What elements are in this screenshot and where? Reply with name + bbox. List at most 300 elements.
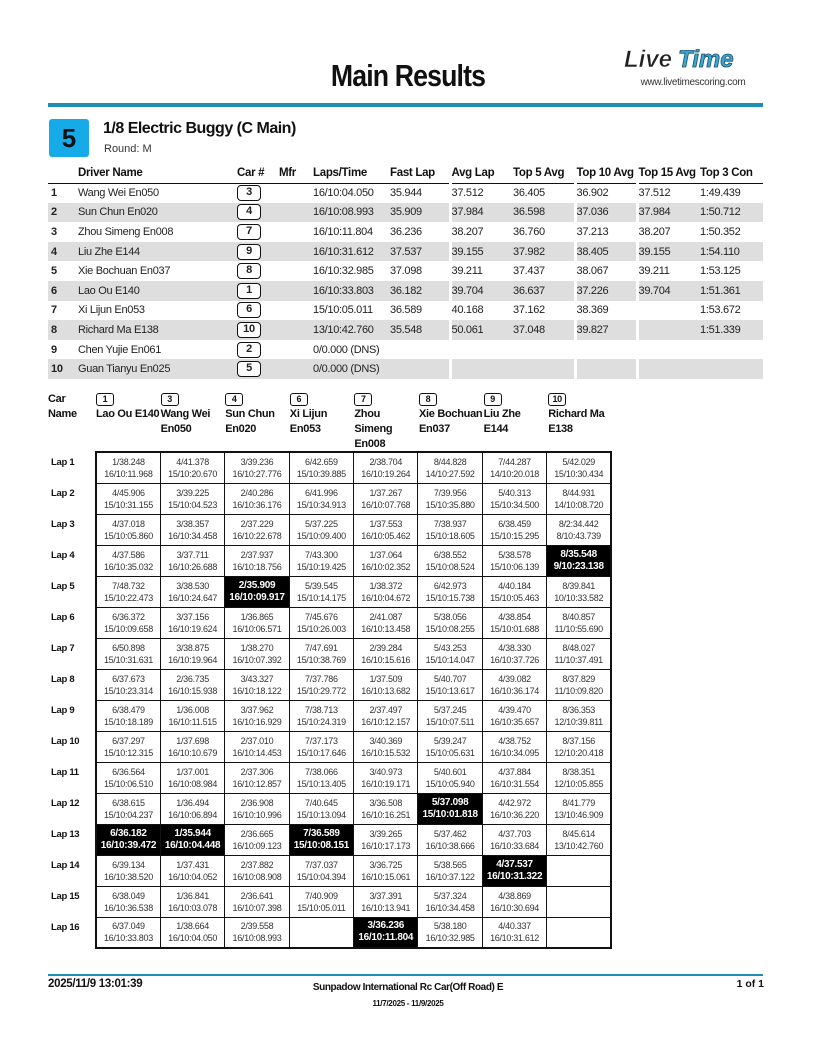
- cell-top5: 36.637: [513, 281, 575, 301]
- lap-cell: [160, 917, 224, 948]
- lap-position-time: 1/37.431: [176, 859, 209, 870]
- lap-position-time: 6/39.134: [112, 859, 145, 870]
- lap-cumulative-time: 16/10:07.392: [232, 654, 282, 665]
- lap-cell: [225, 607, 289, 638]
- cell-avg-lap: 50.061: [450, 320, 513, 340]
- lap-cell: [418, 731, 482, 762]
- car-number-badge: 6: [237, 302, 261, 318]
- cell-top10: [575, 340, 637, 360]
- car-number-badge: 5: [237, 361, 261, 377]
- cell-fast-lap: 36.236: [390, 225, 422, 238]
- lap-position-time: 7/38.937: [433, 518, 467, 529]
- car-number-badge: 7: [237, 224, 261, 240]
- cell-pos: 6: [48, 281, 78, 301]
- driver-name: Lao Ou E140: [96, 408, 160, 420]
- lap-cumulative-time: 16/10:31.554: [490, 778, 540, 789]
- car-number-badge: 3: [161, 393, 179, 406]
- lap-cell: [547, 483, 611, 514]
- cell-top3con: 1:53.672: [700, 304, 741, 317]
- lap-cumulative-time: 11/10:09.820: [554, 685, 603, 696]
- lap-cumulative-time: 16/10:12.157: [361, 716, 411, 727]
- lap-position-time: 7/37.786: [305, 673, 338, 684]
- car-number-badge: 10: [548, 393, 566, 406]
- lap-cumulative-time: 16/10:15.532: [361, 747, 411, 758]
- lap-cell: [160, 638, 224, 669]
- lap-cell: [354, 700, 418, 731]
- logo-time-text: Time: [678, 46, 734, 72]
- lap-cell: [160, 452, 224, 483]
- lap-chart-header: [48, 392, 613, 452]
- lap-position-time: 7/43.300: [305, 549, 338, 560]
- lap-row: [48, 917, 611, 948]
- lap-cumulative-time: 16/10:34.458: [425, 902, 475, 913]
- cell-top3con: 1:50.352: [700, 225, 741, 238]
- lap-position-time: 8/39.841: [562, 580, 595, 591]
- cell-top3con: [700, 359, 763, 379]
- lap-cell: [418, 886, 482, 917]
- lap-position-time: 2/41.087: [369, 611, 403, 622]
- car-number-badge: 3: [237, 185, 261, 201]
- driver-name: Zhou Simeng En008: [354, 408, 393, 450]
- car-number-badge: 8: [419, 393, 437, 406]
- lap-position-time: 1/37.553: [369, 518, 403, 529]
- lap-position-time: 4/41.378: [176, 456, 209, 467]
- lap-cell: [354, 731, 418, 762]
- lap-cumulative-time: 16/10:19.264: [361, 468, 411, 479]
- cell-car: [237, 203, 279, 223]
- lap-cell: [354, 762, 418, 793]
- lap-position-time: 6/36.182: [110, 827, 147, 839]
- lap-position-time: 8/36.353: [562, 704, 595, 715]
- cell-avg-lap: 39.704: [450, 281, 513, 301]
- results-row: [48, 359, 763, 379]
- lap-cell: [289, 700, 353, 731]
- lap-cell: [225, 731, 289, 762]
- lap-cumulative-time: 16/10:38.666: [425, 840, 475, 851]
- lap-position-time: 2/37.497: [369, 704, 403, 715]
- car-number-badge: 2: [237, 342, 261, 358]
- lap-cell: [482, 700, 546, 731]
- lap-position-time: 5/40.707: [433, 673, 467, 684]
- cell-laps-time: 0/0.000 (DNS): [313, 359, 390, 379]
- lap-position-time: 8/37.829: [562, 673, 595, 684]
- cell-top10: 38.369: [575, 301, 637, 321]
- lap-position-time: 3/40.973: [369, 766, 403, 777]
- col-top3con: Top 3 Con: [700, 165, 763, 183]
- lap-cumulative-time: 15/10:04.237: [103, 809, 153, 820]
- cell-fast-lap: 36.182: [390, 281, 450, 301]
- lap-cell: [289, 638, 353, 669]
- cell-laps-time: 16/10:33.803: [313, 281, 390, 301]
- lap-position-time: 5/42.029: [562, 456, 595, 467]
- lap-chart-driver-header: [548, 392, 612, 437]
- cell-top10: 38.067: [575, 261, 637, 281]
- lap-position-time: 5/40.313: [498, 487, 531, 498]
- lap-label: Lap 3: [51, 519, 75, 530]
- car-number-badge: 10: [237, 322, 261, 338]
- lap-cell: [96, 452, 160, 483]
- lap-cumulative-time: 16/10:32.985: [425, 933, 475, 944]
- lap-cumulative-time: 15/10:09.658: [103, 623, 153, 634]
- lap-cumulative-time: 16/10:11.804: [358, 932, 414, 944]
- lap-position-time: 5/39.545: [305, 580, 338, 591]
- lap-position-time: 2/36.641: [240, 890, 274, 901]
- lap-cell: [418, 855, 482, 886]
- lap-chart-driver-header: [96, 392, 160, 422]
- lap-label: Lap 4: [51, 550, 75, 561]
- lap-cumulative-time: 16/10:10.996: [232, 809, 282, 820]
- lap-label: Lap 15: [51, 891, 80, 902]
- lap-cell: [482, 917, 546, 948]
- lap-cumulative-time: 15/10:15.738: [425, 592, 475, 603]
- lap-position-time: 8/41.779: [562, 797, 595, 808]
- lap-position-time: 4/42.972: [498, 797, 531, 808]
- cell-top15: [637, 340, 700, 360]
- lap-position-time: 4/39.470: [498, 704, 531, 715]
- lap-position-time: 2/39.284: [369, 642, 403, 653]
- livetime-logo: [622, 46, 764, 72]
- results-row: [48, 261, 763, 281]
- lap-cell: [547, 700, 611, 731]
- lap-position-time: 5/43.253: [433, 642, 467, 653]
- lap-cumulative-time: 15/10:05.940: [425, 778, 475, 789]
- lap-cumulative-time: 15/10:14.047: [425, 654, 475, 665]
- lap-cumulative-time: 15/10:12.315: [103, 747, 153, 758]
- cell-driver: Zhou Simeng En008: [78, 225, 174, 238]
- lap-cell: [96, 917, 160, 948]
- lap-cumulative-time: 15/10:17.646: [296, 747, 346, 758]
- lap-cell: [418, 638, 482, 669]
- lap-cell: [96, 669, 160, 700]
- lap-cumulative-time: 16/10:07.768: [361, 499, 411, 510]
- cell-top5: 37.437: [513, 265, 545, 278]
- cell-top15: [637, 301, 700, 321]
- lap-cell: [354, 669, 418, 700]
- car-label: Car: [48, 393, 66, 405]
- car-number-badge: 8: [237, 263, 261, 279]
- lap-cumulative-time: 16/10:09.917: [229, 591, 285, 603]
- lap-position-time: 2/37.882: [240, 859, 274, 870]
- lap-cell: [289, 545, 353, 576]
- lap-position-time: 7/45.676: [305, 611, 338, 622]
- lap-cell: [160, 700, 224, 731]
- lap-cell: [160, 514, 224, 545]
- cell-top5: 36.598: [513, 203, 575, 223]
- results-row: [48, 301, 763, 321]
- lap-cumulative-time: 16/10:34.458: [168, 530, 218, 541]
- lap-cumulative-time: 15/10:38.769: [296, 654, 346, 665]
- lap-cell: [225, 700, 289, 731]
- lap-cell: [96, 483, 160, 514]
- cell-laps-time: 15/10:05.011: [313, 304, 373, 317]
- cell-driver: Guan Tianyu En025: [78, 359, 237, 379]
- lap-cell: [418, 824, 482, 855]
- lap-label: Lap 6: [51, 612, 75, 623]
- lap-cell: [225, 762, 289, 793]
- lap-cell: [547, 514, 611, 545]
- lap-cell: [354, 483, 418, 514]
- lap-cumulative-time: 16/10:19.171: [361, 778, 411, 789]
- car-number-badge: 4: [237, 204, 261, 220]
- lap-row: [48, 452, 611, 483]
- lap-position-time: 4/40.184: [498, 580, 531, 591]
- lap-row: [48, 700, 611, 731]
- lap-cumulative-time: 16/10:35.032: [103, 561, 153, 572]
- cell-top3con: 1:54.110: [700, 242, 763, 262]
- lap-position-time: 4/38.330: [498, 642, 531, 653]
- lap-position-time: 7/37.037: [305, 859, 338, 870]
- car-number-badge: 4: [225, 393, 243, 406]
- lap-position-time: 1/37.064: [369, 549, 403, 560]
- cell-top15: [637, 359, 700, 379]
- lap-cell-best: [354, 917, 418, 948]
- lap-chart-header-labels: [48, 392, 77, 422]
- lap-row: [48, 514, 611, 545]
- cell-mfr: [279, 301, 313, 321]
- cell-top15: 37.984: [637, 203, 700, 223]
- lap-cumulative-time: 16/10:04.050: [168, 933, 218, 944]
- lap-cumulative-time: 15/10:20.670: [168, 468, 218, 479]
- lap-chart-driver-header: [225, 392, 289, 437]
- lap-cumulative-time: 15/10:18.189: [103, 716, 153, 727]
- lap-position-time: 5/37.462: [433, 828, 467, 839]
- lap-cumulative-time: 16/10:17.173: [361, 840, 411, 851]
- cell-car: [237, 183, 279, 203]
- lap-cumulative-time: 15/10:08.255: [425, 623, 475, 634]
- lap-cell: [96, 793, 160, 824]
- lap-cell: [354, 514, 418, 545]
- lap-cumulative-time: 16/10:37.726: [490, 654, 540, 665]
- lap-cell: [354, 452, 418, 483]
- lap-position-time: 3/39.236: [240, 456, 274, 467]
- cell-driver: Wang Wei En050: [78, 187, 159, 200]
- lap-cumulative-time: 14/10:27.592: [425, 468, 475, 479]
- lap-cumulative-time: 16/10:35.657: [490, 716, 540, 727]
- cell-pos: 8: [48, 320, 78, 340]
- lap-position-time: 4/38.869: [498, 890, 531, 901]
- lap-position-time: 1/38.248: [112, 456, 145, 467]
- lap-chart-driver-header: [354, 392, 418, 452]
- cell-driver: Chen Yujie En061: [78, 343, 162, 356]
- lap-cell: [225, 669, 289, 700]
- lap-position-time: 6/36.372: [112, 611, 145, 622]
- lap-cell: [160, 669, 224, 700]
- cell-avg-lap: 40.168: [450, 301, 513, 321]
- lap-row: [48, 607, 611, 638]
- car-number-badge: 7: [354, 393, 372, 406]
- cell-pos: 1: [51, 187, 57, 200]
- page-number: 1 of 1: [736, 978, 764, 990]
- lap-cell: [547, 669, 611, 700]
- footer-event-dates: 11/7/2025 - 11/9/2025: [372, 999, 444, 1008]
- lap-row: [48, 483, 611, 514]
- cell-fast-lap: 35.548: [390, 320, 450, 340]
- car-number-badge: 1: [96, 393, 114, 406]
- lap-cell: [547, 576, 611, 607]
- lap-position-time: 3/40.369: [369, 735, 403, 746]
- cell-top10: 37.213: [575, 222, 637, 242]
- lap-position-time: 6/38.615: [112, 797, 145, 808]
- lap-cell: [547, 762, 611, 793]
- lap-cumulative-time: 16/10:19.624: [168, 623, 218, 634]
- cell-mfr: [279, 261, 313, 281]
- driver-name: Xi Lijun En053: [289, 408, 328, 435]
- lap-cumulative-time: 14/10:20.018: [490, 468, 540, 479]
- lap-cell: [96, 607, 160, 638]
- cell-pos: 9: [51, 343, 57, 356]
- cell-top15: 38.207: [637, 222, 700, 242]
- lap-position-time: 8/2:34.442: [558, 518, 599, 529]
- lap-position-time: 2/35.909: [238, 579, 276, 591]
- lap-cumulative-time: 15/10:15.295: [490, 530, 540, 541]
- lap-cell: [418, 669, 482, 700]
- cell-top10: 36.902: [575, 183, 637, 203]
- lap-position-time: 3/36.508: [369, 797, 403, 808]
- lap-position-time: 7/47.691: [305, 642, 338, 653]
- lap-position-time: 6/37.673: [112, 673, 145, 684]
- lap-cell: [482, 452, 546, 483]
- lap-position-time: 3/39.225: [176, 487, 209, 498]
- lap-cell: [482, 638, 546, 669]
- lap-cumulative-time: 16/10:13.941: [361, 902, 411, 913]
- cell-top3con: 1:51.361: [700, 281, 763, 301]
- cell-top15: 39.704: [637, 281, 700, 301]
- results-table: [48, 165, 763, 379]
- lap-row: [48, 762, 611, 793]
- lap-cumulative-time: 15/10:14.175: [296, 592, 346, 603]
- results-header-row: [48, 165, 763, 183]
- cell-laps-time: 13/10:42.760: [313, 320, 390, 340]
- cell-laps-time: 16/10:04.050: [313, 187, 374, 200]
- cell-top3con: 1:50.712: [700, 203, 763, 223]
- cell-pos: 5: [51, 265, 57, 278]
- lap-cell: [96, 731, 160, 762]
- lap-cumulative-time: 16/10:18.756: [232, 561, 282, 572]
- lap-cumulative-time: 15/10:08.151: [293, 839, 350, 851]
- lap-cumulative-time: 16/10:16.251: [361, 809, 411, 820]
- lap-cell: [96, 545, 160, 576]
- lap-position-time: 6/38.479: [112, 704, 145, 715]
- lap-cell: [547, 731, 611, 762]
- lap-position-time: 7/38.713: [305, 704, 338, 715]
- lap-cumulative-time: 15/10:29.772: [296, 685, 346, 696]
- lap-cell: [96, 700, 160, 731]
- lap-position-time: 6/38.459: [498, 518, 531, 529]
- lap-cell: [160, 886, 224, 917]
- lap-cell: [482, 483, 546, 514]
- lap-cumulative-time: 15/10:31.155: [103, 499, 153, 510]
- lap-position-time: 5/38.578: [498, 549, 531, 560]
- cell-top15: 39.155: [637, 242, 700, 262]
- lap-cumulative-time: 15/10:13.617: [425, 685, 475, 696]
- lap-cell: [418, 483, 482, 514]
- lap-position-time: 2/36.735: [176, 673, 209, 684]
- lap-label: Lap 16: [51, 922, 80, 933]
- col-top10: Top 10 Avg: [575, 165, 637, 183]
- lap-position-time: 4/37.537: [496, 858, 533, 870]
- event-number-badge: 5: [49, 119, 89, 157]
- lap-cell: [482, 514, 546, 545]
- cell-top5: 36.760: [513, 225, 545, 238]
- lap-position-time: 6/37.049: [112, 921, 145, 932]
- cell-top10: 37.036: [575, 203, 637, 223]
- lap-cumulative-time: 16/10:19.964: [168, 654, 218, 665]
- lap-position-time: 3/36.236: [367, 920, 405, 932]
- page-title: Main Results: [330, 58, 486, 93]
- lap-cumulative-time: 16/10:15.616: [361, 654, 411, 665]
- cell-top10: [575, 359, 637, 379]
- cell-driver: Lao Ou E140: [78, 281, 237, 301]
- lap-cumulative-time: 16/10:09.123: [232, 840, 282, 851]
- lap-cumulative-time: 16/10:30.694: [490, 902, 540, 913]
- lap-cumulative-time: 15/10:34.913: [296, 499, 346, 510]
- lap-cumulative-time: 16/10:22.678: [232, 530, 282, 541]
- lap-position-time: 1/37.698: [176, 735, 209, 746]
- lap-position-time: 4/38.854: [498, 611, 531, 622]
- name-label: Name: [48, 408, 77, 420]
- lap-row: [48, 886, 611, 917]
- cell-mfr: [279, 203, 313, 223]
- lap-cell: [160, 576, 224, 607]
- lap-cell: [225, 886, 289, 917]
- lap-cumulative-time: 16/10:02.352: [361, 561, 411, 572]
- cell-driver: Liu Zhe E144: [78, 242, 237, 262]
- lap-cumulative-time: 15/10:05.463: [490, 592, 540, 603]
- lap-cumulative-time: 15/10:09.400: [296, 530, 346, 541]
- lap-position-time: 3/37.391: [369, 890, 403, 901]
- col-top15: Top 15 Avg: [637, 165, 700, 183]
- lap-cell: [225, 452, 289, 483]
- lap-position-time: 1/38.664: [176, 921, 209, 932]
- lap-position-time: 1/38.270: [240, 642, 274, 653]
- lap-cell: [225, 545, 289, 576]
- lap-cumulative-time: 15/10:04.394: [296, 871, 346, 882]
- lap-position-time: 5/37.324: [433, 890, 467, 901]
- lap-position-time: 7/36.589: [303, 827, 340, 839]
- lap-cell: [354, 855, 418, 886]
- lap-position-time: 2/37.229: [240, 518, 274, 529]
- lap-cumulative-time: 16/10:36.538: [103, 902, 153, 913]
- lap-cell: [547, 917, 611, 948]
- lap-cumulative-time: 16/10:10.679: [168, 747, 218, 758]
- lap-cell: [96, 514, 160, 545]
- cell-car: [237, 281, 279, 301]
- lap-cell: [482, 793, 546, 824]
- col-top5: Top 5 Avg: [513, 165, 575, 183]
- lap-position-time: 5/37.225: [305, 518, 338, 529]
- lap-cell: [289, 855, 353, 886]
- cell-laps-time: 16/10:11.804: [313, 225, 373, 238]
- col-laps-time: Laps/Time: [313, 165, 390, 183]
- footer-rule: [48, 974, 763, 976]
- lap-cumulative-time: 16/10:39.472: [100, 839, 157, 851]
- lap-cell: [289, 917, 353, 948]
- lap-cell: [289, 483, 353, 514]
- lap-cell: [160, 855, 224, 886]
- lap-cumulative-time: 16/10:15.938: [168, 685, 218, 696]
- results-row: [48, 281, 763, 301]
- cell-driver: Sun Chun En020: [78, 203, 237, 223]
- printed-timestamp: 2025/11/9 13:01:39: [48, 978, 143, 990]
- cell-laps-time: 16/10:32.985: [313, 265, 374, 278]
- lap-row: [48, 793, 611, 824]
- cell-mfr: [279, 359, 313, 379]
- lap-position-time: 7/40.645: [305, 797, 338, 808]
- lap-position-time: 1/35.944: [174, 827, 211, 839]
- lap-cell: [547, 886, 611, 917]
- lap-cumulative-time: 16/10:11.968: [104, 468, 153, 479]
- cell-fast-lap: 35.944: [390, 187, 422, 200]
